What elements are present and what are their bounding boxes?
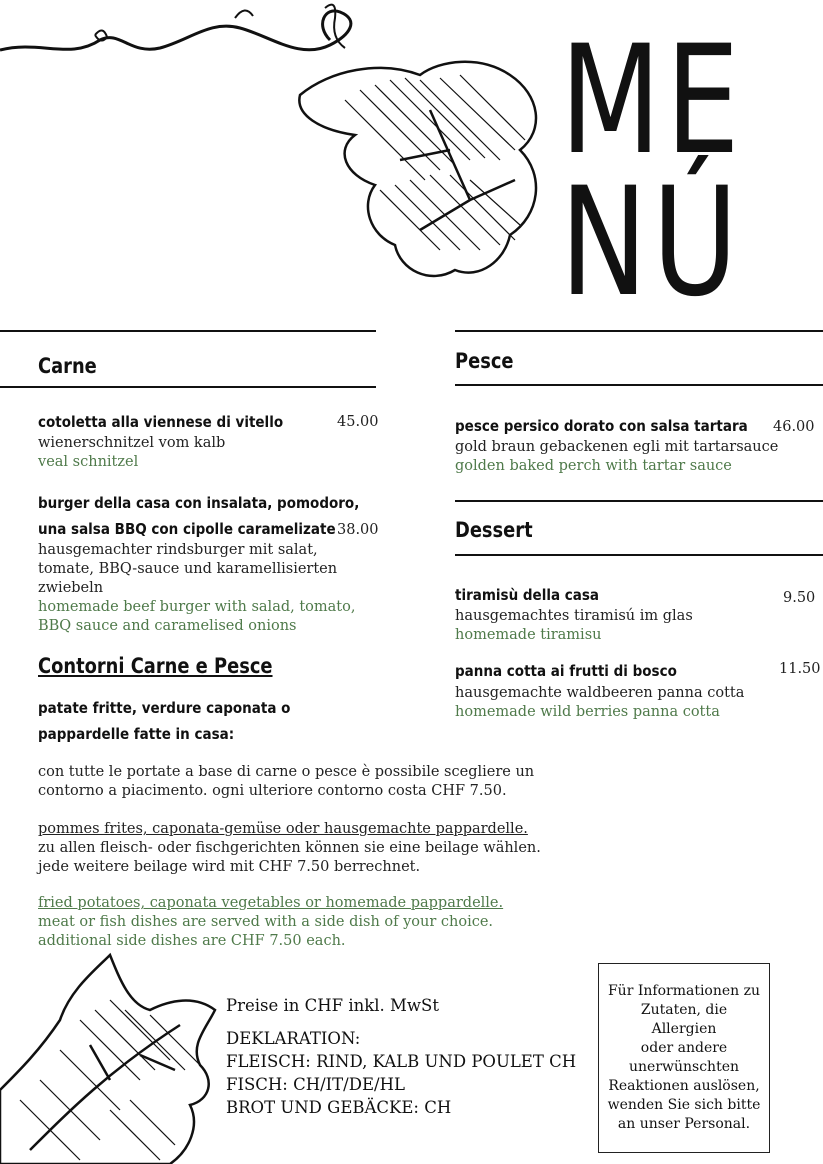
declaration-fish: FISCH: CH/IT/DE/HL (226, 1075, 405, 1094)
dish-name: burger della casa con insalata, pomodoro, (38, 494, 360, 512)
declaration-bread: BROT UND GEBÄCKE: CH (226, 1098, 452, 1117)
menu-title-line1: ME (560, 14, 745, 188)
text-line: fried potatoes, caponata vegetables or homemade pappardelle. (38, 895, 504, 911)
text-line: additional side dishes are CHF 7.50 each. (38, 933, 346, 949)
dish-price: 11.50 (779, 661, 821, 677)
text-line: an unser Personal. (617, 1116, 751, 1132)
contorni-text-en (38, 894, 503, 951)
dish-price: 9.50 (783, 590, 816, 606)
dish-description-de: hausgemachtes tiramisú im glas (455, 608, 693, 624)
divider (455, 330, 823, 332)
text-line: tomate, BBQ-sauce und karamellisierten (38, 561, 338, 577)
section-title-contorni: Contorni Carne e Pesce (38, 654, 273, 678)
footer-declaration (226, 994, 576, 1119)
dish-description-en: homemade wild berries panna cotta (455, 704, 720, 720)
dish-name: cotoletta alla viennese di vitello (38, 413, 284, 431)
dish-description-de: wienerschnitzel vom kalb (38, 435, 226, 451)
dish-name: una salsa BBQ con cipolle caramelizate (38, 520, 336, 538)
text-line: unerwünschten (629, 1059, 739, 1075)
text-line: pommes frites, caponata-gemüse oder hausgemachte pappardelle. (38, 821, 528, 837)
divider (455, 554, 823, 556)
vine-leaf-illustration (0, 0, 560, 300)
section-title-carne: Carne (38, 354, 97, 378)
allergen-info-box (598, 963, 770, 1153)
text-line: contorno a piacimento. ogni ulteriore contorno costa CHF 7.50. (38, 783, 507, 799)
dish-name: patate fritte, verdure caponata o (38, 699, 291, 717)
text-line: Für Informationen zu (607, 983, 761, 999)
divider (455, 500, 823, 502)
dish-price: 38.00 (337, 522, 379, 538)
dish-description-de (38, 541, 337, 598)
text-line: hausgemachter rindsburger mit salat, (38, 542, 318, 558)
dish-name: panna cotta ai frutti di bosco (455, 662, 677, 680)
text-line: oder andere (640, 1040, 728, 1056)
text-line: meat or fish dishes are served with a side dish of your choice. (38, 914, 494, 930)
menu-title-line2: NÚ (560, 156, 743, 330)
dish-price: 46.00 (773, 419, 815, 435)
divider (455, 384, 823, 386)
text-line: homemade beef burger with salad, tomato, (38, 599, 356, 615)
dish-description-en: homemade tiramisu (455, 627, 602, 643)
divider (0, 386, 376, 388)
prices-note: Preise in CHF inkl. MwSt (226, 996, 439, 1015)
text-line: jede weitere beilage wird mit CHF 7.50 berrechnet. (38, 859, 421, 875)
text-line: Zutaten, die Allergien (640, 1002, 728, 1037)
declaration-title: DEKLARATION: (226, 1029, 361, 1048)
section-title-dessert: Dessert (455, 518, 533, 542)
text-line: Reaktionen auslösen, (608, 1078, 760, 1094)
dish-description-de: hausgemachte waldbeeren panna cotta (455, 685, 745, 701)
contorni-text-it (38, 763, 534, 801)
dish-name: pappardelle fatte in casa: (38, 725, 235, 743)
dish-name: tiramisù della casa (455, 586, 600, 604)
dish-price: 45.00 (337, 414, 379, 430)
divider (0, 330, 376, 332)
text-line: zwiebeln (38, 580, 104, 596)
contorni-text-de (38, 820, 541, 877)
text-line: wenden Sie sich bitte (607, 1097, 761, 1113)
text-line: BBQ sauce and caramelised onions (38, 618, 297, 634)
dish-description-en (38, 598, 355, 636)
dish-description-en: veal schnitzel (38, 454, 139, 470)
section-title-pesce: Pesce (455, 349, 514, 373)
declaration-meat: FLEISCH: RIND, KALB UND POULET CH (226, 1052, 577, 1071)
dish-description-en: golden baked perch with tartar sauce (455, 458, 732, 474)
dish-description-de: gold braun gebackenen egli mit tartarsauce (455, 439, 779, 455)
leaf-illustration (0, 950, 230, 1164)
dish-name: pesce persico dorato con salsa tartara (455, 417, 748, 435)
text-line: zu allen fleisch- oder fischgerichten können sie eine beilage wählen. (38, 840, 541, 856)
text-line: con tutte le portate a base di carne o pesce è possibile scegliere un (38, 764, 535, 780)
